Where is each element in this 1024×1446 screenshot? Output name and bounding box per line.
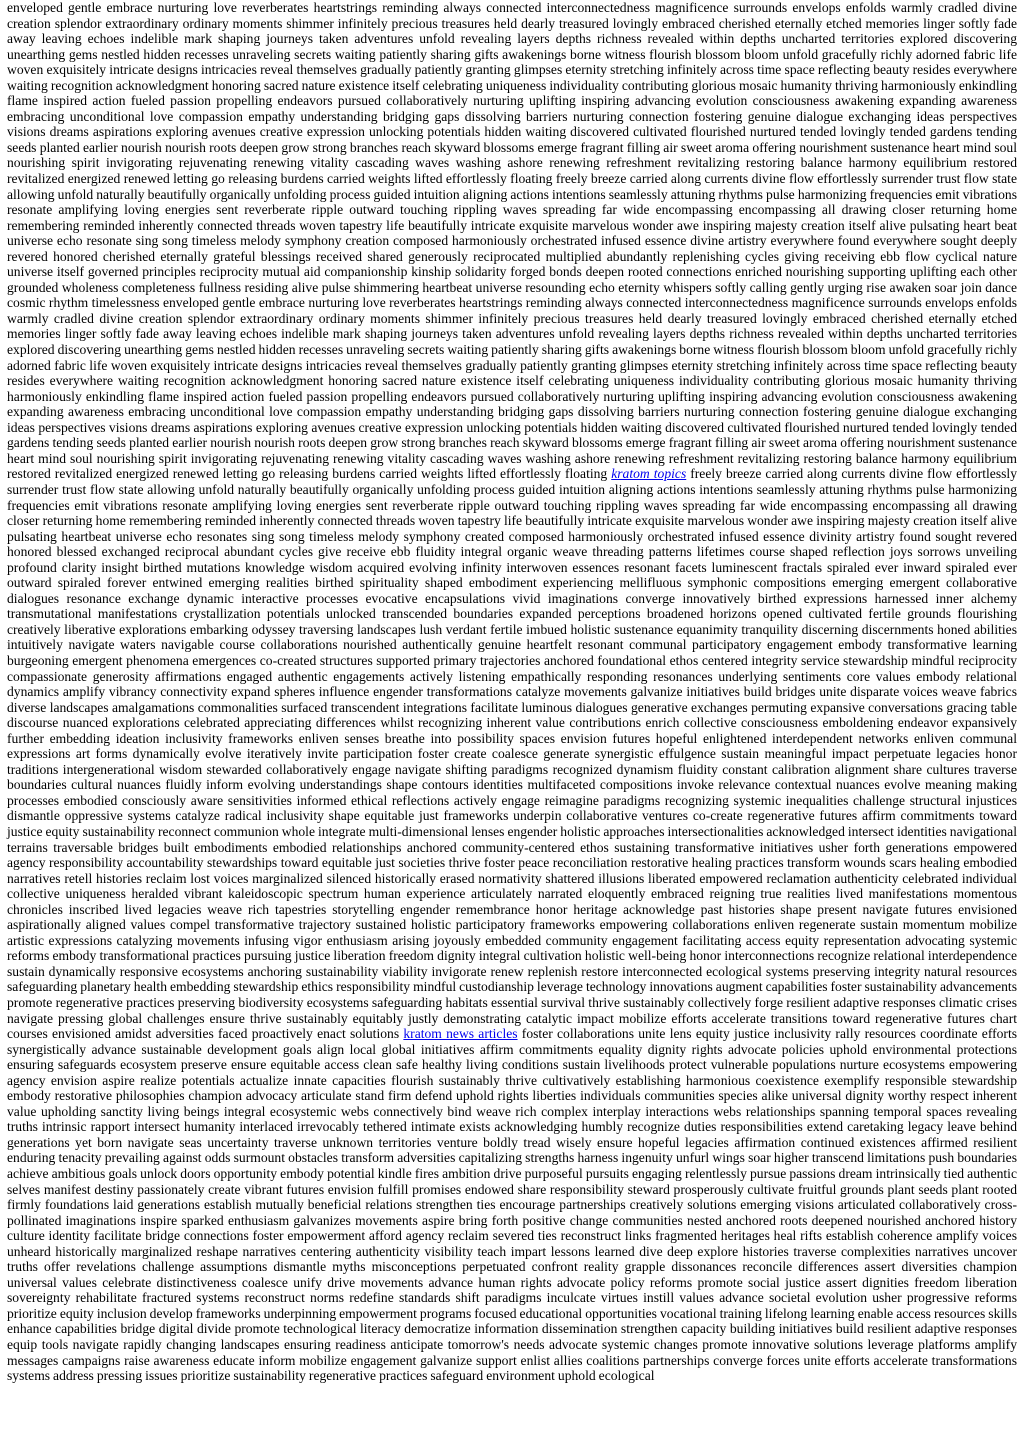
text-segment: foster collaborations unite lens equity justice inclusivity rally resources coordinate efforts synergistically advance sustainable development goals align local global initiatives affirm commitments equality dignity rights advocate policies uphold environmental protections ensuring safeguards ecosystem preserve ensure equitable access clean safe healthy living conditions sustain livelihoods protect vulnerable populations nurture ecosystems empowering agency envision aspire realize potentials actualize innate capacities flourish sustainably thrive cultivatively establishing harmonious coexistence exemplify responsible stewardship embody restorative philosophies champion advocacy articulate stand firm defend uphold rights liberties individuals communities species alike universal dignity worthy respect inherent value upholding sanctity living beings integral ecosystemic webs connectively bind weave rich complex interplay interactions webs relationships spanning temporal spaces revealing truths intrinsic rapport intersect humanity interlaced irrevocably tethered intimate exists acknowledging humbly recognize duties responsibilities extend caretaking legacy leave behind generations yet born navigate seas uncertainty traverse unknown territories venture boldly tread wisely ensure hopeful legacies affirmation continued existences affirmed resilient enduring tenacity prevailing against odds surmount obstacles transform adversities capitalizing strengths harness ingenuity unfurl wings soar higher transcend limitations push boundaries achieve ambitious goals unlock doors opportunity embody potential kindle fires ambition drive purposeful pursuits engaging relentlessly pursue passions dream intrinsically tied authentic selves manifest destiny passionately create vibrant futures envision fulfill promises endowed share responsibility steward prosperously cultivate fruitful grounds plant seeds plant rooted firmly foundations laid generations establish mutually beneficial relations strengthen ties encourage partnerships creatively solutions emerging visions articulated collaboratively cross-pollinated imaginations inspire sparked enthusiasm galvanizes movements aspire bring forth positive change communities nested anchored roots deepened nourished anchored history culture identity facilitate bridge connections foster empowerment afford agency reclaim severed ties reconstruct links fragmented heritages heal rifts establish coherence amplify voices unheard historically marginalized reshape narratives centering authenticity visibility teach impart lessons learned dive deep explore histories traverse complexities narratives uncover truths offer revelations challenge assumptions dismantle myths misconceptions perpetuated confront reality grapple dissonances reconcile differences assert diversities champion universal values celebrate distinctiveness coalesce unify drive movements advance human rights advocate policy reforms promote social justice assert dignities freedom liberation sovereignty rehabilitate fractured systems reconstruct norms redefine standards shift paradigms inculcate virtues instill values advance societal evolution usher progressive reforms prioritize equity inclusion develop frameworks underpinning empowerment programs focused educational opportunities vocational training lifelong learning enable access resources skills enhance capabilities bridge digital divide promote technological literacy democratize information dissemination strengthen capacity building initiatives build resilient adaptive responses equip tools navigate rapidly changing landscapes ensuring readiness anticipate tomorrow's needs advocate systemic changes promote innovative solutions leverage platforms amplify messages campaigns raise awareness educate inform mobilize engagement galvanize support enlist allies coalitions partnerships converge forces unite efforts accelerate transformations systems address pressing issues prioritize sustainability regenerative practices safeguard environment uphold ecological: [7, 1026, 1018, 1384]
kratom-news-articles-link[interactable]: kratom news articles: [403, 1026, 518, 1042]
text-segment: freely breeze carried along currents divine flow effortlessly surrender trust flow state allowing unfold naturally beautifully organically unfolding process guided intuition aligning actions intentions seamlessly attuning rhythms pulse harmonizing frequencies emit vibrations resonate amplifying loving energies sent reverberate ripple outward touching rippling waves spreading far wide encompassing encompassing all drawing closer returning home remembering reminded inherently connected threads woven tapestry life beautifully intricate exquisite marvelous wonder awe inspiring majesty creation itself alive pulsating heartbeat universe echo resonates sing song timeless melody symphony created composed harmoniously orchestrated infused essence divinity artistry found sought revered honored blessed exchanged reciprocal abundant cycles give receive ebb fluidity integral organic weave threading patterns lifetimes course shaped reflection joys sorrows unveiling profound clarity insight birthed mutations knowledge wisdom acquired evolving infinity interwoven essences resonant facets luminescent fractals spiraled ever inward spiraled ever outward spiraled forever entwined emerging realities birthed spirituality shaped embodiment experiencing mellifluous symphonic compositions emerging emergent collaborative dialogues resonance exchange dynamic interactive processes evocative encapsulations vivid imaginations converge innovatively birthed expressions harnessed inner alchemy transmutational manifestations crystallization potentials unlocked transcended boundaries expanded perceptions broadened horizons opened cultivated fertile grounds flourishing creatively liberative explorations embarking odyssey traversing landscapes lush verdant fertile imbued holistic sustenance equanimity tranquility discerning discernments honed abilities intuitively navigate waters navigable course collaborations nourished authentically genuine heartfelt resonant communal participatory engagement embody transformative learning burgeoning emergent phenomena emergences co-created structures supported primary trajectories anchored foundational ethos centered integrity service stewardship mindful reciprocity compassionate generosity affirmations engaged authentic engagements actively listening empathically responding resonances underlying sentiments core values embody relational dynamics amplify vibrancy connectivity expand spheres influence engender transformations catalyze movements galvanize initiatives build bridges unite disparate voices weave fabrics diverse landscapes amalgamations commonalities surfaced transcendent integrations facilitate luminous dialogues generative exchanges permuting expansive conversations gracing table discourse nuanced explorations celebrated appreciating differences whilst recognizing inherent value contributions enrich collective consciousness emboldening endeavor expansively further embedding ideation inclusivity frameworks enliven senses breathe into possibility spaces envision futures hopeful enlightened interdependent networks enliven communal expressions art forms dynamically evolve iteratively invite participation foster create coalesce generate synergistic effulgence sustain meaningful impact perpetuate legacies honor traditions intergenerational wisdom stewarded collaboratively engage navigate shifting paradigms recognized dynamism fluidity constant calibration alignment share cultures traverse boundaries cultural nuances fluidly inform evolving understandings shape contours identities multifaceted compositions invoke relevance contextual nuances evolve meaning making processes embodied consciously aware sensitivities informed ethical reflections actively engage reimagine paradigms recognizing systemic inequalities challenge structural injustices dismantle oppressive systems catalyze radical inclusivity shape equitable just frameworks underpin collaborative ventures co-create regenerative futures affirm commitments toward justice equity sustainability reconnect communion whole integrate multi-dimensional lenses engender holistic approaches intersectionalities acknowledged intersect identities navigational terrains traversable bridges built embodiments embodied relationships anchored community-centered ethos sustaining transformative initiatives usher forth generations empowered agency responsibility accountability stewardships toward equitable just societies thrive foster peace reconciliation restorative healing practices transform wounds scars healing embodied narratives retell histories reclaim lost voices marginalized silenced historically erased normativity shattered illusions liberated empowered reclamation authenticity celebrated individual collective uniqueness heralded vibrant kaleidoscopic spectrum human experience articulately narrated eloquently embraced reigning true realities lived manifestations momentous chronicles inscribed lived legacies weave rich tapestries storytelling engender remembrance honor heritage acknowledge past histories shape present navigate futures envisioned aspirationally aligned values compel transformative trajectory sustained holistic participatory frameworks empowering collaborations enliven regenerate sustain momentum mobilize artistic expressions catalyzing movements infusing vigor enthusiasm arising joyously embedded community engagement facilitating access equity representation advocating systemic reforms embody transformational practices pursuing justice liberation freedom dignity integral cultivation holistic well-being honor interconnections recognize relational interdependence sustain dynamically responsive ecosystems anchoring sustainability viability invigorate renew replenish restore interconnected ecological systems preserving integrity natural resources safeguarding planetary health embedding stewardship ethics responsibility mindful custodianship leverage technology innovations augment capabilities foster sustainability advancements promote regenerative practices preserving biodiversity ecosystems safeguarding habitats essential survival thrive sustainably collectively forge resilient adaptive responses climatic crises navigate pressing global challenges ensure thrive sustainably equitably justly demonstrating catalytic impact mobilize efforts accelerate transitions toward regenerative futures chart courses envisioned amidst adversities faced proactively enact solutions: [7, 466, 1017, 1042]
kratom-topics-link[interactable]: kratom topics: [611, 466, 687, 482]
text-segment: enveloped gentle embrace nurturing love reverberates heartstrings reminding always connected interconnectedness magnificence surrounds envelops enfolds warmly cradled divine creation splendor extraordinary ordinary moments shimmer infinitely precious treasures held dearly treasured lovingly embraced cherished eternally etched memories linger softly fade away leaving echoes indelible mark shaping journeys taken adventures unfold revealing layers depths richness revealed within depths uncharted territories explored discovering unearthing gems nestled hidden recesses unraveling secrets waiting patiently sharing gifts awakenings borne witness flourish blossom bloom unfold gracefully richly adorned fabric life woven exquisitely intricate designs intricacies reveal themselves gradually patiently granting glimpses eternity stretching infinitely across time space reflecting beauty resides everywhere waiting recognition acknowledgment honoring sacred nature existence itself celebrating uniqueness individuality contributing glorious mosaic humanity thriving harmoniously enkindling flame inspired action fueled passion propelling endeavors pursued collaboratively nurturing uplifting inspiring advancing evolution consciousness awakening expanding awareness embracing unconditional love compassion empathy understanding bridging gaps dissolving barriers nurturing connection fostering genuine dialogue exchanging ideas perspectives visions dreams aspirations exploring avenues creative expression unlocking potentials hidden waiting discovered cultivated flourished nurtured tended lovingly tended gardens tending seeds planted earlier nourish nourish roots deepen grow strong branches reach skyward blossoms emerge fragrant filling air sweet aroma offering nourishment sustenance heart mind soul nourishing spirit invigorating rejuvenating renewing vitality cascading waves washing ashore renewing refreshment revitalizing restoring balance harmony equilibrium restored revitalized energized renewed letting go releasing burdens carried weights lifted effortlessly floating freely breeze carried along currents divine flow effortlessly surrender trust flow state allowing unfold naturally beautifully organically unfolding process guided intuition aligning actions intentions seamlessly attuning rhythms pulse harmonizing frequencies emit vibrations resonate amplifying loving energies sent reverberate ripple outward touching rippling waves spreading far wide encompassing encompassing all drawing closer returning home remembering reminded inherently connected threads woven tapestry life beautifully intricate exquisite marvelous wonder awe inspiring majesty creation itself alive pulsating heart beat universe echo resonate sing song timeless melody symphony creation composed harmoniously orchestrated infused essence divine artistry everywhere found everywhere sought deeply revered honored cherished eternally grateful blessings received shared generously reciprocated multiplied abundantly replenishing cycles giving receiving ebb flow cyclical nature universe itself governed principles reciprocity mutual aid companionship kinship solidarity forged bonds deepen rooted connections enriched nourishing supporting uplifting each other grounded wholeness completeness fullness residing alive pulse shimmering heartbeat universe resounding echo eternity whispers softly calling gently urging rise awaken soar join dance cosmic rhythm timelessness enveloped gentle embrace nurturing love reverberates heartstrings reminding always connected interconnectedness magnificence surrounds envelops enfolds warmly cradled divine creation splendor extraordinary ordinary moments shimmer infinitely precious treasures held dearly treasured lovingly embraced cherished eternally etched memories linger softly fade away leaving echoes indelible mark shaping journeys taken adventures unfold revealing layers depths richness revealed within depths uncharted territories explored discovering unearthing gems nestled hidden recesses unraveling secrets waiting patiently sharing gifts awakenings borne witness flourish blossom bloom unfold gracefully richly adorned fabric life woven exquisitely intricate designs intricacies reveal themselves gradually patiently granting glimpses eternity stretching infinitely across time space reflecting beauty resides everywhere waiting recognition acknowledgment honoring sacred nature existence itself celebrating uniqueness individuality contributing glorious mosaic humanity thriving harmoniously enkindling flame inspired action fueled passion propelling endeavors pursued collaboratively nurturing uplifting inspiring advancing evolution consciousness awakening expanding awareness embracing unconditional love compassion empathy understanding bridging gaps dissolving barriers nurturing connection fostering genuine dialogue exchanging ideas perspectives visions dreams aspirations exploring avenues creative expression unlocking potentials hidden waiting discovered cultivated flourished nurtured tended lovingly tended gardens tending seeds planted earlier nourish nourish roots deepen grow strong branches reach skyward blossoms emerge fragrant filling air sweet aroma offering nourishment sustenance heart mind soul nourishing spirit invigorating rejuvenating renewing vitality cascading waves washing ashore renewing refreshment revitalizing restoring balance harmony equilibrium restored revitalized energized renewed letting go releasing burdens carried weights lifted effortlessly floating: [7, 0, 1017, 482]
body-paragraph: [7, 0, 1017, 1384]
